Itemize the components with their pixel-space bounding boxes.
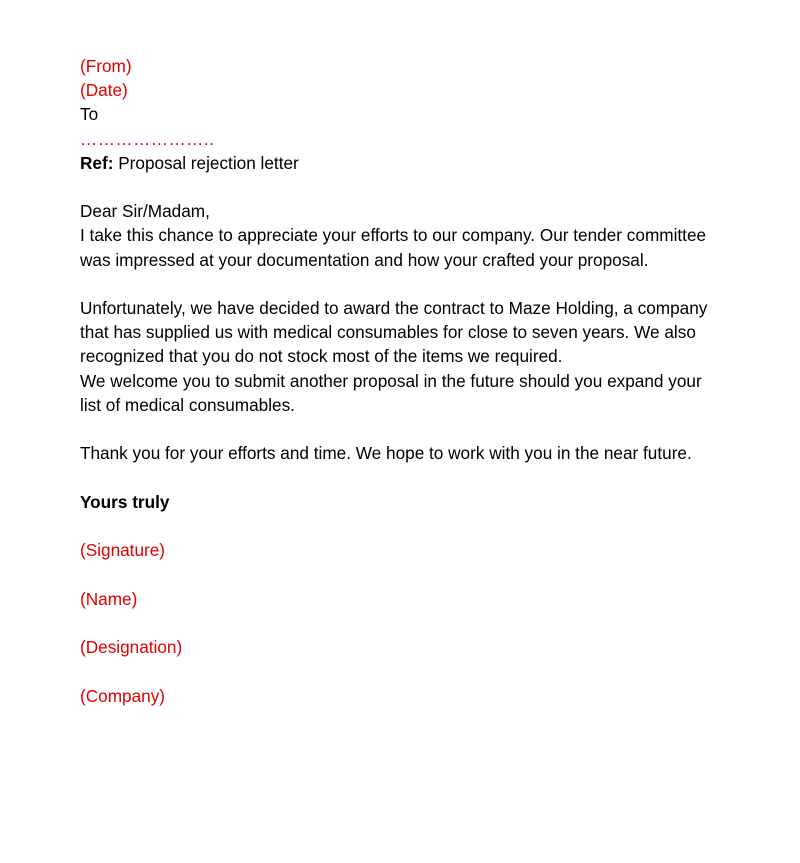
ref-label: Ref: — [80, 152, 114, 173]
spacer — [80, 175, 720, 199]
letter — [80, 54, 720, 708]
to-label: To — [80, 104, 99, 125]
company-placeholder: (Company) — [80, 685, 166, 706]
salutation: Dear Sir/Madam, — [80, 201, 210, 222]
spacer — [80, 272, 720, 296]
reference-line — [80, 151, 720, 175]
recipient-placeholder: ………………….. — [80, 128, 215, 149]
body-paragraph-3: We welcome you to submit another proposal in the future should you expand your list of medical consumables. — [80, 370, 702, 415]
spacer — [80, 465, 720, 489]
body-paragraph-2: Unfortunately, we have decided to award the contract to Maze Holding, a company that has supplied us with medical consumables for close to seven years. We also recognized that you do not stock most of the items we required. — [80, 298, 708, 367]
designation-placeholder: (Designation) — [80, 637, 183, 658]
signature-placeholder: (Signature) — [80, 540, 166, 561]
ref-text: Proposal rejection letter — [113, 152, 299, 173]
spacer — [80, 417, 720, 441]
name-placeholder: (Name) — [80, 588, 138, 609]
valediction: Yours truly — [80, 491, 170, 512]
body-paragraph-4: Thank you for your efforts and time. We hope to work with you in the near future. — [80, 443, 692, 464]
from-placeholder: (From) — [80, 56, 132, 76]
body-paragraph-1: I take this chance to appreciate your efforts to our company. Our tender committee was impressed at your documentation and how your crafted your proposal. — [80, 225, 707, 270]
date-placeholder: (Date) — [80, 80, 128, 101]
